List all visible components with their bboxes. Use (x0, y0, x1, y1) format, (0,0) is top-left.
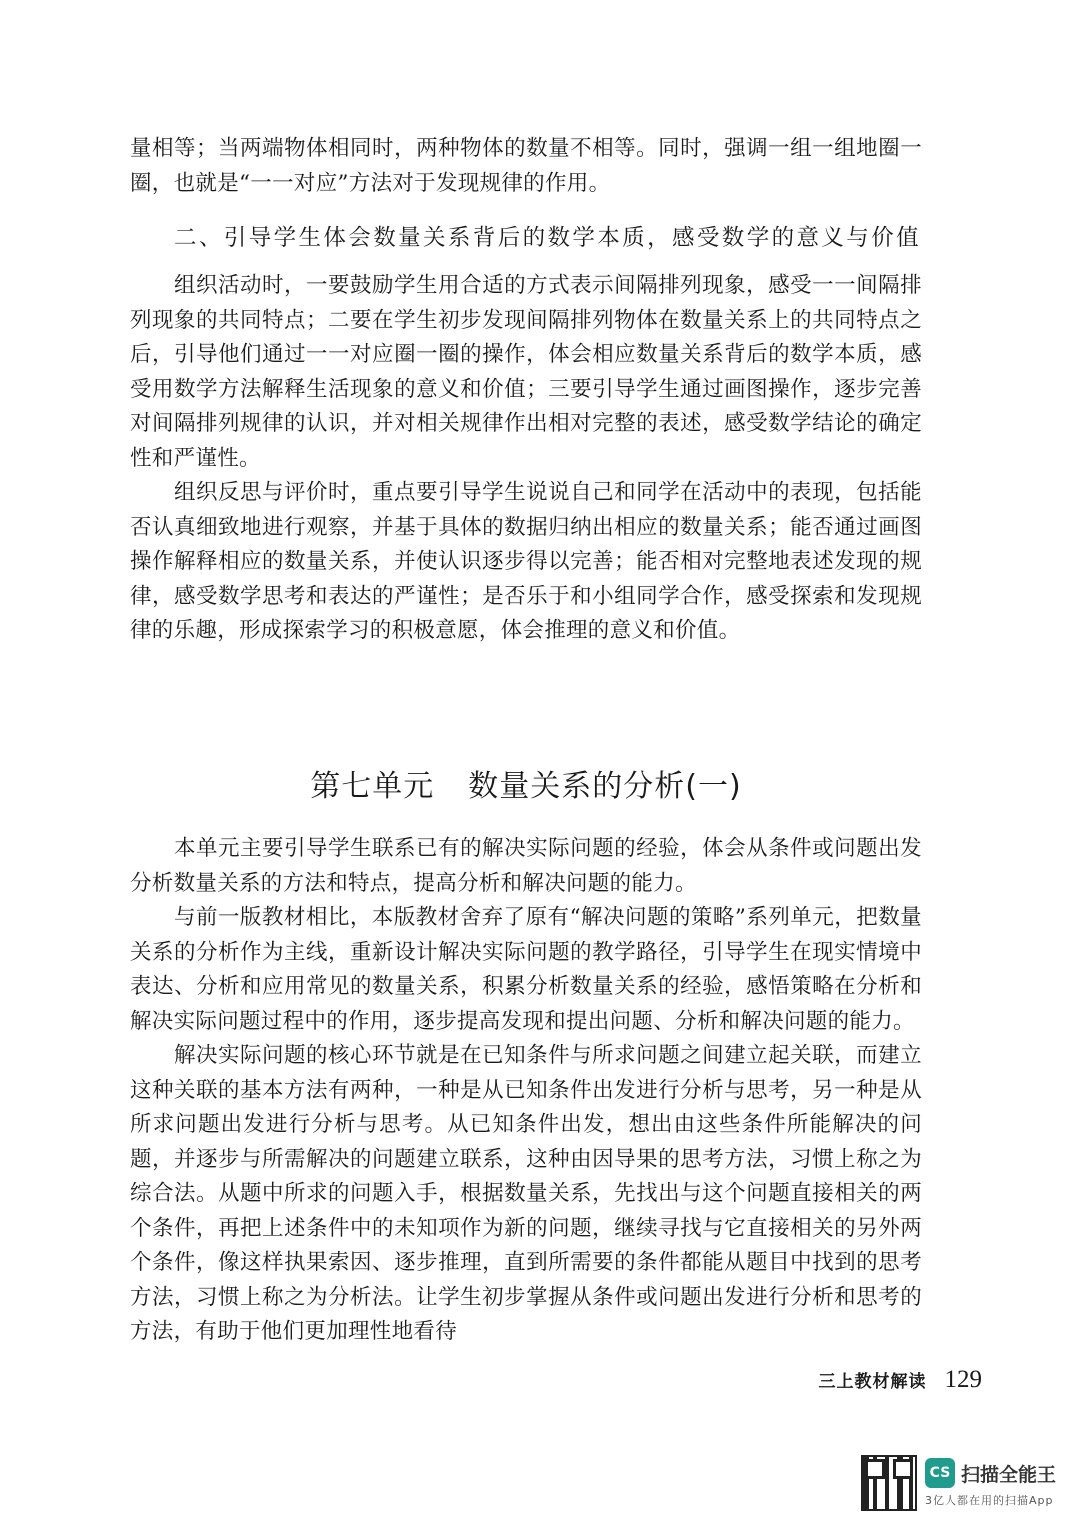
page-number: 129 (944, 1366, 982, 1393)
unit-body (130, 832, 922, 1350)
section-heading: 二、引导学生体会数量关系背后的数学本质，感受数学的意义与价值 (174, 225, 922, 251)
top-section (130, 132, 922, 649)
watermark-tagline: 3亿人都在用的扫描App (924, 1494, 1054, 1507)
unit-label: 第七单元 (310, 768, 435, 804)
body-paragraph: 组织活动时，一要鼓励学生用合适的方式表示间隔排列现象，感受一一间隔排列现象的共同特点；二要在学生初步发现间隔排列物体在数量关系上的共同特点之后，引导他们通过一一对应圈一圈的操作，体会相应数量关系背后的数学本质，感受用数学方法解释生活现象的意义和价值；三要引导学生通过画图操作，逐步完善对间隔排列规律的认识，并对相关规律作出相对完整的表述，感受数学结论的确定性和严谨性。 (130, 273, 922, 471)
page-footer (819, 1366, 983, 1394)
body-paragraph: 解决实际问题的核心环节就是在已知条件与所求问题之间建立起关联，而建立这种关联的基本方法有两种，一种是从已知条件出发进行分析与思考，另一种是从所求问题出发进行分析与思考。从已知条件出发，想出由这些条件所能解决的问题，并逐步与所需解决的问题建立联系，这种由因导果的思考方法，习惯上称之为综合法。从题中所求的问题入手，根据数量关系，先找出与这个问题直接相关的两个条件，再把上述条件中的未知项作为新的问题，继续寻找与它直接相关的另外两个条件，像这样执果索因、逐步推理，直到所需要的条件都能从题目中找到的思考方法，习惯上称之为分析法。让学生初步掌握从条件或问题出发进行分析和思考的方法，有助于他们更加理性地看待 (130, 1043, 922, 1344)
watermark-brand: 扫描全能王 (960, 1463, 1056, 1486)
book-title: 三上教材解读 (818, 1372, 927, 1392)
continuation-paragraph: 量相等；当两端物体相同时，两种物体的数量不相等。同时，强调一组一组地圈一圈，也就是“一一对应”方法对于发现规律的作用。 (130, 136, 922, 196)
body-paragraph: 与前一版教材相比，本版教材舍弃了原有“解决问题的策略”系列单元，把数量关系的分析作为主线，重新设计解决实际问题的教学路径，引导学生在现实情境中表达、分析和应用常见的数量关系，积累分析数量关系的经验，感悟策略在分析和解决实际问题过程中的作用，逐步提高发现和提出问题、分析和解决问题的能力。 (130, 905, 922, 1034)
qr-code-icon (861, 1455, 917, 1511)
unit-topic: 数量关系的分析(一) (468, 768, 742, 804)
body-paragraph: 本单元主要引导学生联系已有的解决实际问题的经验，体会从条件或问题出发分析数量关系的方法和特点，提高分析和解决问题的能力。 (130, 836, 922, 896)
unit-title (130, 767, 922, 807)
camscanner-logo-icon: CS (925, 1458, 955, 1488)
body-paragraph: 组织反思与评价时，重点要引导学生说说自己和同学在活动中的表现，包括能否认真细致地进行观察，并基于具体的数据归纳出相应的数量关系；能否通过画图操作解释相应的数量关系，并使认识逐步得以完善；能否相对完整地表述发现的规律，感受数学思考和表达的严谨性；是否乐于和小组同学合作，感受探索和发现规律的乐趣，形成探索学习的积极意愿，体会推理的意义和价值。 (130, 480, 922, 643)
scanner-watermark (861, 1455, 1056, 1511)
